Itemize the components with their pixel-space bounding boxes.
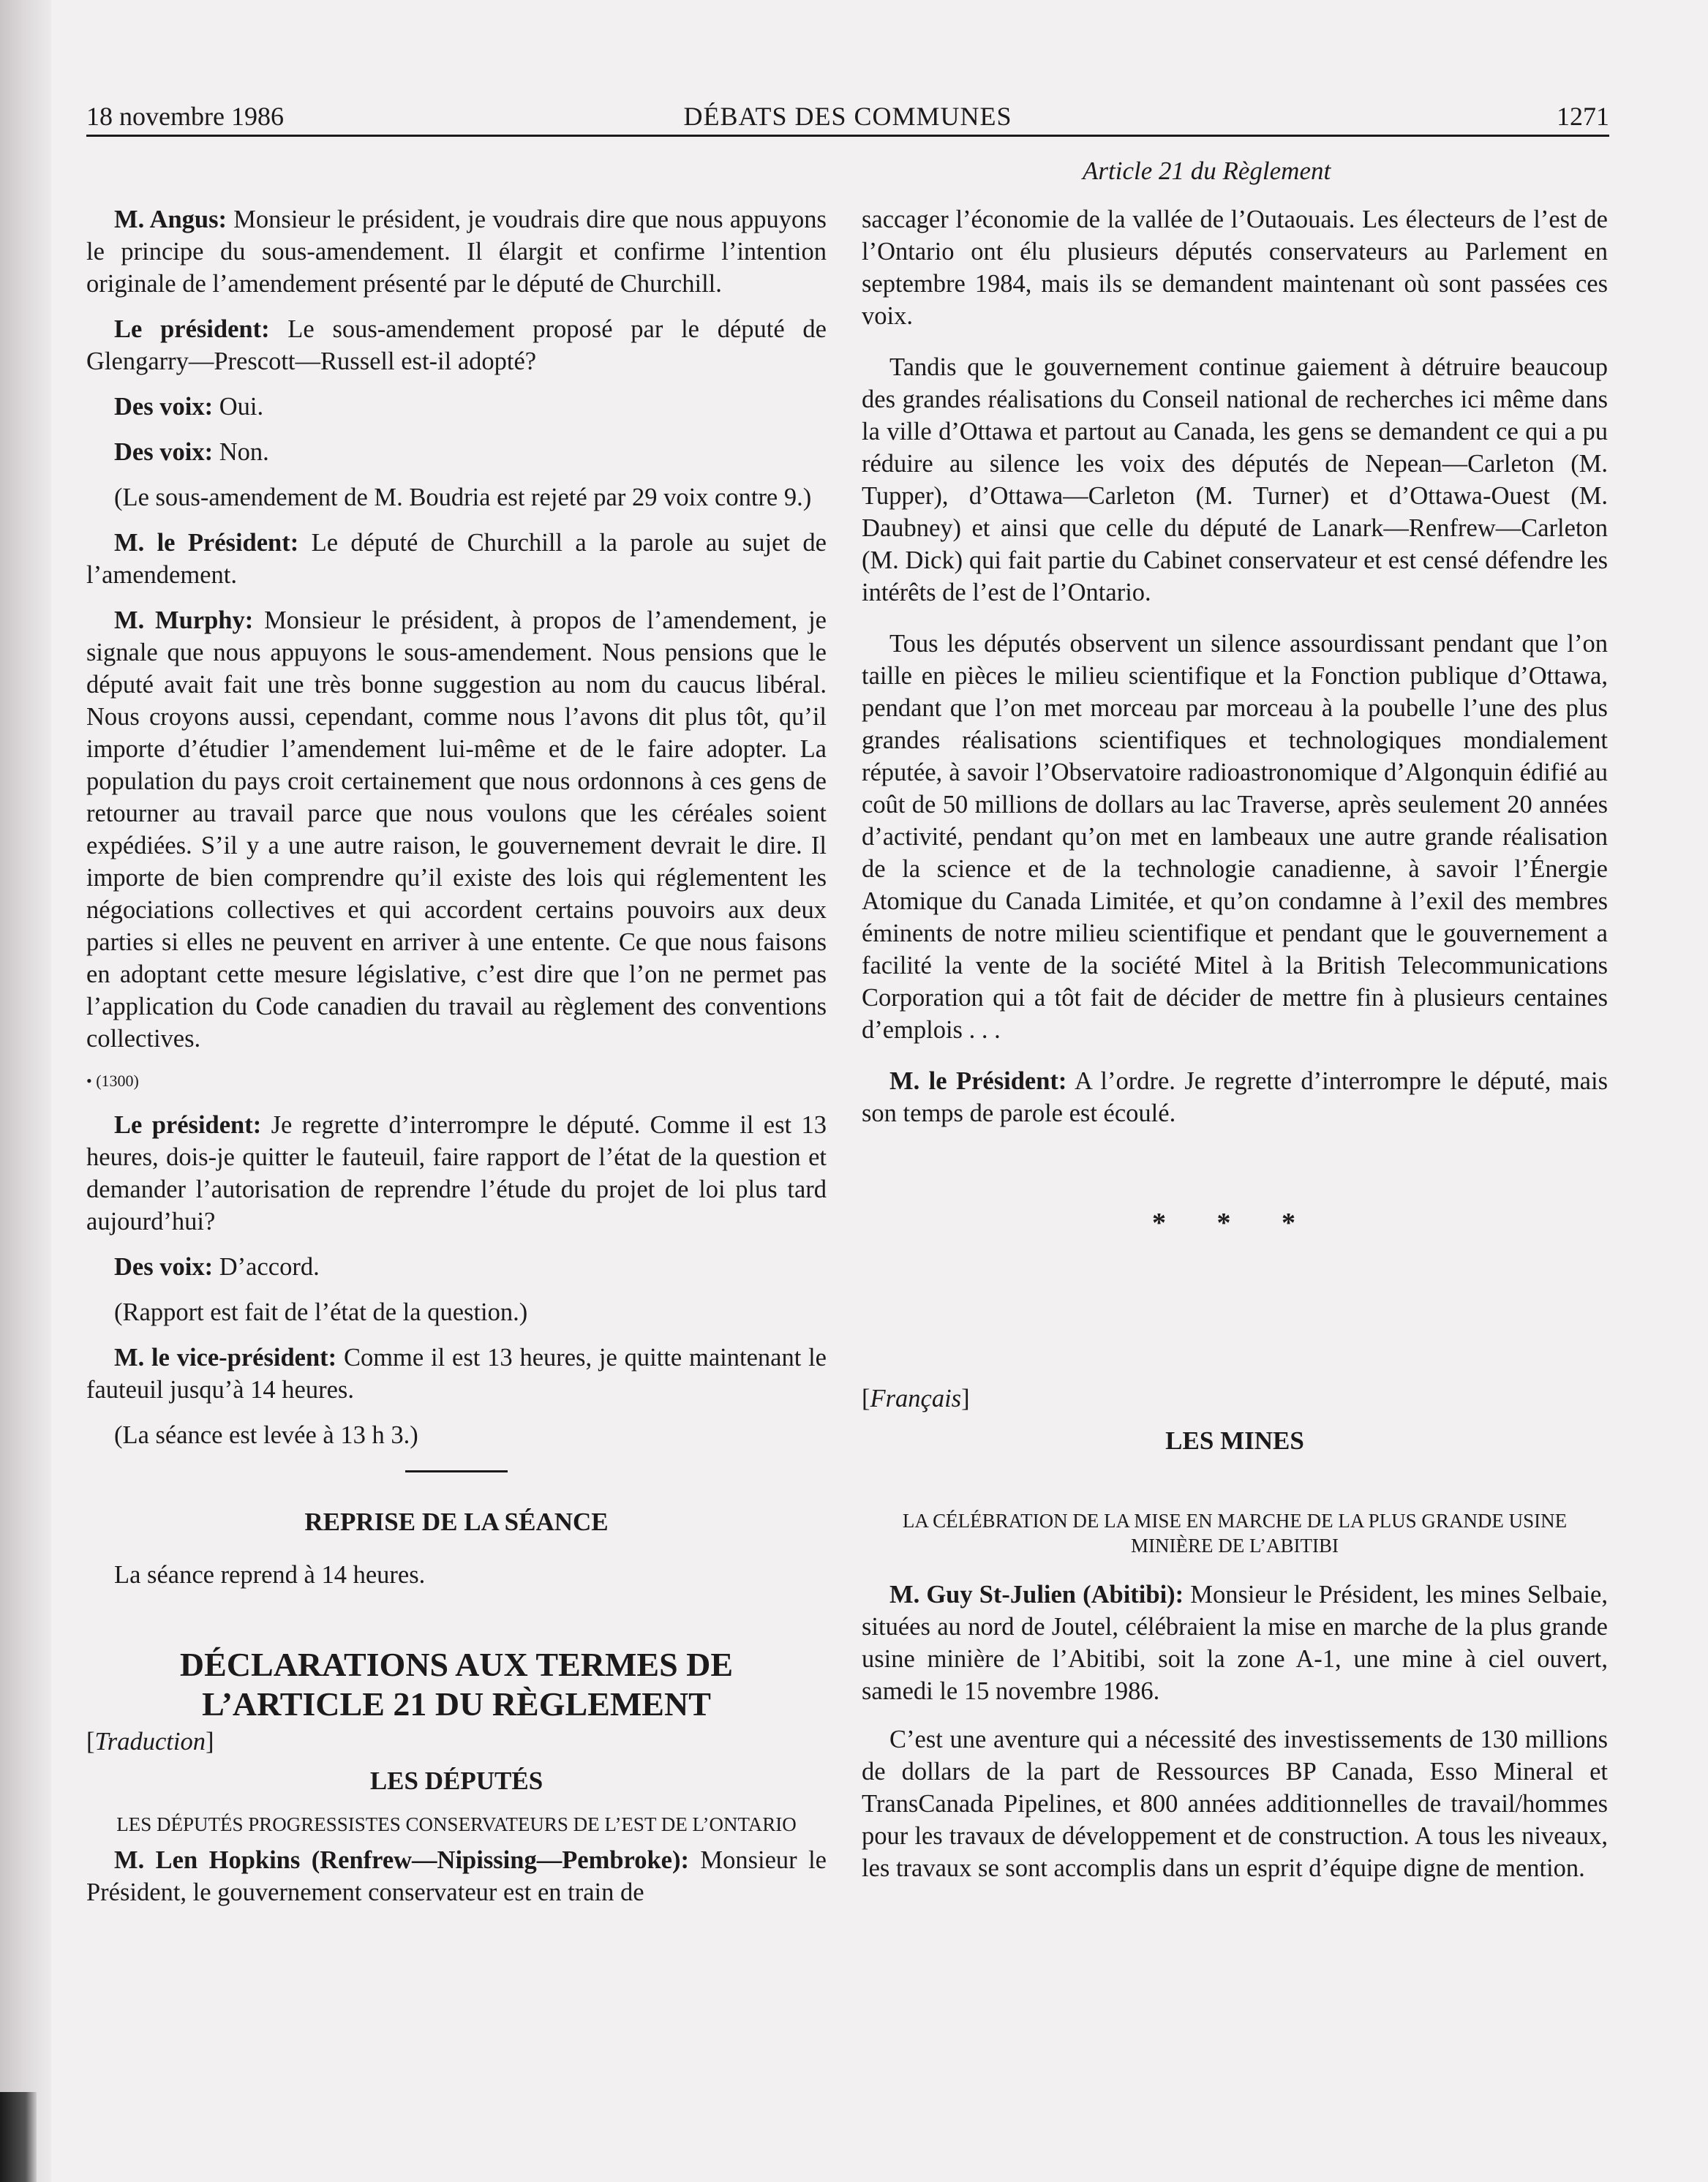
section-stars: * * * <box>1152 1208 1317 1238</box>
paragraph: Tous les députés observent un silence assourdissant pendant que l’on taille en pièces le milieu scientifique et la Fonction publique d’Ottawa, pendant que l’on met morceau par morceau à la poubelle l’une des plus grandes réalisations scientifiques et technologiques mondialement réputée, à savoir l’Observatoire radioastronomique d’Algonquin édifié au coût de 50 millions de dollars au lac Traverse, après seulement 20 années d’activité, pendant qu’on met en lambeaux une autre grande réalisation de la science et de la technologie canadienne, à savoir l’Énergie Atomique du Canada Limitée, et qu’on condamne à l’exil des membres éminents de notre milieu scientifique et pendant que le gouvernement a facilité la vente de la société Mitel à la British Telecommunications Corporation qui a tôt fait de décider de mettre fin à plusieurs centaines d’emplois . . . <box>862 630 1608 1044</box>
deputes-subheading: LES DÉPUTÉS PROGRESSISTES CONSERVATEURS DE L’EST DE L’ONTARIO <box>116 1813 797 1835</box>
paragraph: saccager l’économie de la vallée de l’Outaouais. Les électeurs de l’est de l’Ontario ont élu plusieurs députés conservateurs au Parlement en septembre 1984, mais ils se demandent maintenant où sont passées ces voix. <box>862 206 1608 330</box>
speaker: Le président: <box>114 315 270 343</box>
paragraph: (La séance est levée à 13 h 3.) <box>114 1421 418 1449</box>
paragraph: M. Guy St-Julien (Abitibi): Monsieur le Président, les mines Selbaie, situées au nord de Joutel, célébraient la mise en marche de la plus grande usine minière de l’Abitibi, soit la zone A-1, une mine à ciel ouvert, samedi le 15 novembre 1986. <box>862 1581 1608 1705</box>
paragraph: La séance reprend à 14 heures. <box>114 1561 426 1589</box>
paragraph: (Rapport est fait de l’état de la question.) <box>114 1298 528 1326</box>
paragraph: Le président: Je regrette d’interrompre le député. Comme il est 13 heures, dois-je quitter le fauteuil, faire rapport de l’état de la question et demander l’autorisation de reprendre l’étude du projet de loi plus tard aujourd’hui? <box>86 1111 827 1235</box>
right-column <box>862 203 1608 1897</box>
paragraph: C’est une aventure qui a nécessité des investissements de 130 millions de dollars de la part de Ressources BP Canada, Esso Mineral et TransCanada Pipelines, et 800 années additionnelles de travail/hommes pour les travaux de développement et de construction. A tous les niveaux, les travaux se sont accomplis dans un esprit d’équipe digne de mention. <box>862 1726 1608 1882</box>
running-header <box>86 101 1609 135</box>
paragraph: M. le vice-président: Comme il est 13 heures, je quitte maintenant le fauteuil jusqu’à 14 heures. <box>86 1344 827 1404</box>
left-column <box>86 203 827 1922</box>
header-rule <box>86 135 1609 137</box>
section-subheader: Article 21 du Règlement <box>1083 157 1331 185</box>
speaker: M. le vice-président: <box>114 1344 337 1372</box>
header-title: DÉBATS DES COMMUNES <box>683 102 1012 131</box>
paragraph: Tandis que le gouvernement continue gaiement à détruire beaucoup des grandes réalisations du Conseil national de recherches ici même dans la ville d’Ottawa et partout au Canada, les gens se demandent ce qui a pu réduire au silence les voix des députés de Nepean—Carleton (M. Tupper), d’Ottawa—Carleton (M. Turner) et d’Ottawa-Ouest (M. Daubney) et ainsi que celle du député de Lanark—Renfrew—Carleton (M. Dick) qui fait partie du Cabinet conservateur et est censé défendre les intérêts de l’est de l’Ontario. <box>862 353 1608 606</box>
book-spine-shadow <box>0 0 51 2182</box>
book-edge <box>0 2092 37 2182</box>
paragraph: M. le Président: A l’ordre. Je regrette d’interrompre le député, mais son temps de parole est écoulé. <box>862 1067 1608 1127</box>
declarations-heading-line1: DÉCLARATIONS AUX TERMES DE <box>179 1646 734 1683</box>
paragraph: Des voix: D’accord. <box>114 1253 320 1281</box>
header-date: 18 novembre 1986 <box>86 102 284 131</box>
paragraph: Des voix: Non. <box>114 438 269 466</box>
paragraph: (Le sous-amendement de M. Boudria est rejeté par 29 voix contre 9.) <box>114 484 812 511</box>
resume-heading: REPRISE DE LA SÉANCE <box>304 1508 609 1536</box>
language-note: [Français] <box>862 1385 970 1412</box>
page-number: 1271 <box>1557 102 1609 131</box>
paragraph: M. Murphy: Monsieur le président, à propos de l’amendement, je signale que nous appuyons le sous-amendement. Nous pensions que le député avait fait une très bonne suggestion au nom du caucus libéral. Nous croyons aussi, cependant, comme nous l’avons dit plus tôt, qu’il importe d’étudier l’amendement lui-même et de le faire adopter. La population du pays croit certainement que nous ordonnons à ces gens de retourner au travail parce que nous voulons que les céréales soient expédiées. S’il y a une autre raison, le gouvernement devrait le dire. Il importe de bien comprendre qu’il existe des lois qui réglementent les négociations collectives et qui accordent certains pouvoirs aux deux parties si elles ne peuvent en arriver à une entente. Ce que nous faisons en adoptant cette mesure législative, c’est dire que l’on ne permet pas l’application du Code canadien du travail au règlement des conventions collectives. <box>86 606 827 1053</box>
translation-note: [Traduction] <box>86 1728 214 1756</box>
declarations-heading-line2: L’ARTICLE 21 DU RÈGLEMENT <box>202 1685 711 1723</box>
time-marker: • (1300) <box>86 1072 139 1090</box>
speaker: Des voix: <box>114 438 214 466</box>
paragraph: M. le Président: Le député de Churchill a la parole au sujet de l’amendement. <box>86 529 827 589</box>
paragraph: Le président: Le sous-amendement proposé par le député de Glengarry—Prescott—Russell est-il adopté? <box>86 315 827 375</box>
paragraph: M. Angus: Monsieur le président, je voudrais dire que nous appuyons le principe du sous-amendement. Il élargit et confirme l’intention originale de l’amendement présenté par le député de Churchill. <box>86 206 827 298</box>
speaker: Le président: <box>114 1111 262 1139</box>
speaker: M. Murphy: <box>114 606 254 634</box>
deputes-heading: LES DÉPUTÉS <box>369 1767 543 1795</box>
paragraph: M. Len Hopkins (Renfrew—Nipissing—Pembroke): Monsieur le Président, le gouvernement conservateur est en train de <box>86 1846 827 1906</box>
speaker: Des voix: <box>114 1253 214 1281</box>
speaker: Des voix: <box>114 393 214 421</box>
speaker: M. Guy St-Julien (Abitibi): <box>889 1581 1184 1609</box>
speaker: M. Len Hopkins (Renfrew—Nipissing—Pembroke): <box>114 1846 689 1874</box>
mines-heading: LES MINES <box>1165 1426 1304 1455</box>
speaker: M. Angus: <box>114 206 227 233</box>
section-separator <box>405 1470 508 1472</box>
paragraph: Des voix: Oui. <box>114 393 264 421</box>
speaker: M. le Président: <box>114 529 299 557</box>
mines-subheading: LA CÉLÉBRATION DE LA MISE EN MARCHE DE LA PLUS GRANDE USINE MINIÈRE DE L’ABITIBI <box>902 1510 1568 1557</box>
speaker: M. le Président: <box>889 1067 1067 1095</box>
